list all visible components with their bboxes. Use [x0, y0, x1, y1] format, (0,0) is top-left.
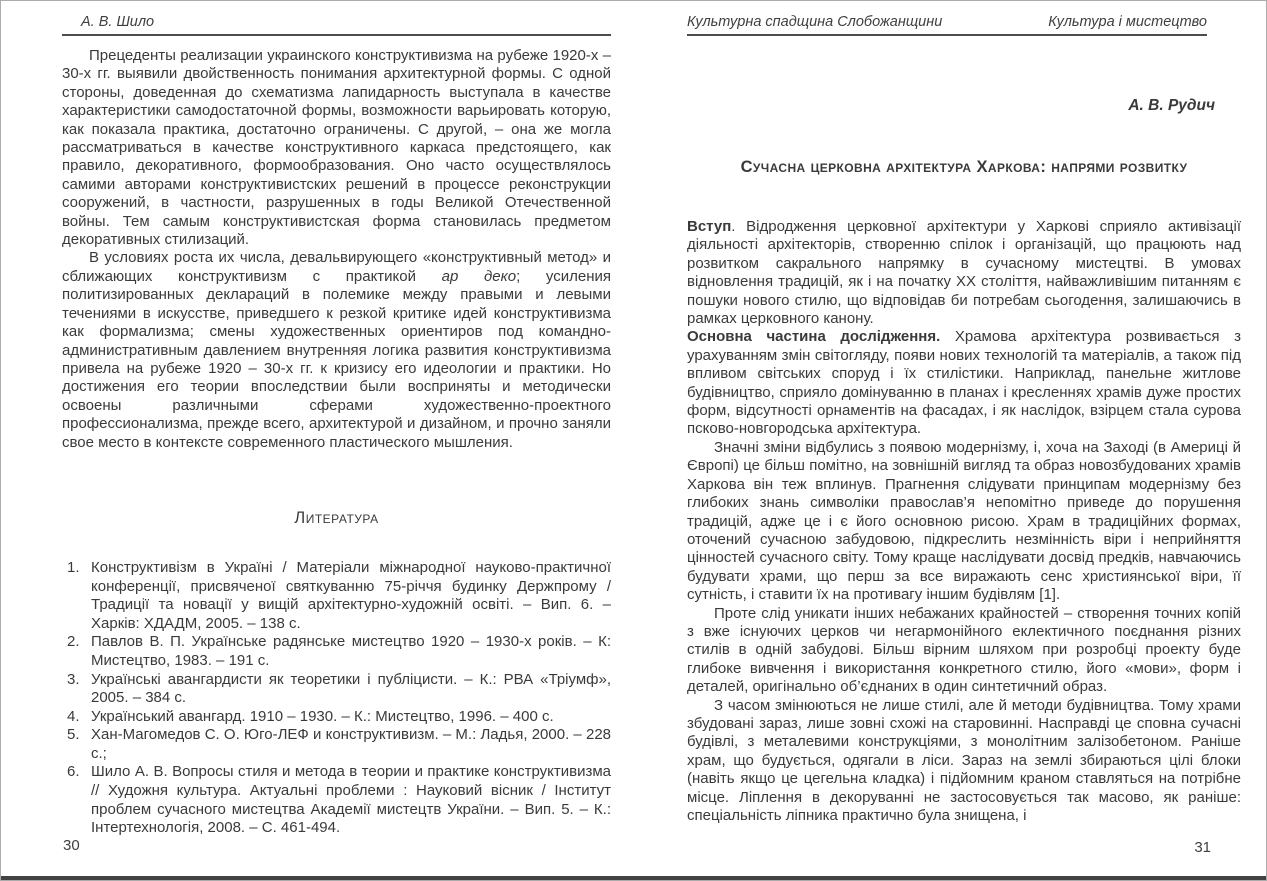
paragraph-text: В условиях роста их числа, девальвирующего «конструктивный метод» и сближающих конструктивизм с практикой [62, 249, 611, 285]
paragraph [687, 439, 1241, 605]
reference-item [62, 708, 611, 727]
reference-number: 5. [67, 726, 80, 744]
paragraph-text: Храмова архітектура розвивається з урахуванням змін світогляду, появи нових технологій та матеріалів, а також під впливом світських споруд і їх стилістики. Наприклад, панельне житлове будівництво, сприяло домінуванню в планах і кресленнях храмів дуже простих форм, відсутності орнаментів на фасадах, і як наслідок, взірцем стала сурова псково-новгородська архітектура. [687, 328, 1242, 438]
reference-item [62, 559, 611, 633]
reference-number: 4. [67, 707, 80, 725]
page-number-right: 31 [1194, 839, 1211, 856]
article-title: Сучасна церковна архітектура Харкова: напрями розвитку [740, 158, 1188, 176]
reference-item [62, 726, 611, 763]
right-running-head-left: Культурна спадщина Слобожанщини [687, 14, 943, 30]
left-running-head-text: А. В. Шило [81, 14, 155, 30]
paragraph-lead: Вступ [687, 218, 732, 235]
reference-list [62, 559, 611, 838]
reference-text: Хан-Магомедов С. О. Юго-ЛЕФ и конструктивизм. – М.: Ладья, 2000. – 228 с.; [91, 726, 611, 762]
reference-number: 3. [67, 670, 80, 688]
reference-number: 1. [67, 558, 80, 576]
italic-term: ар деко [441, 267, 517, 285]
paragraph-text: Значні зміни відбулись з появою модернізму, і, хоча на Заході (в Америці й Європі) це більш помітно, на зовнішній вигляд та образ новозбудованих храмів Харкова він теж вплинув. Прагнення слідувати принципам модернізму без глибоких знань символіки православ’я непомітно приведе до порушення традицій, адже це і є його основною рисою. Храм в традиційних формах, оточений сучасною забудовою, підкреслить незмінність віри і неприйняття цінностей сучасного світу. Тому краще наслідувати досвід предків, навчаючись будувати храми, що перш за все виражають сенс християнської віри, її сутність, і ставити їх на противагу іншим будівлям [1]. [687, 438, 1241, 604]
reference-text: Український авангард. 1910 – 1930. – К.: Мистецтво, 1996. – 400 с. [91, 707, 554, 725]
right-running-head-right: Культура і мистецтво [1048, 14, 1207, 30]
right-page-body [687, 218, 1241, 825]
paragraph-text: ; усиления политизированных деклараций в полемике между правыми и левыми течениями в искусстве, приведшего к резкой критике идей конструктивизма как формализма; смены художественных ориентиров под командно-административным давлением внутренняя логика развития конструктивизма привела на рубеже 1920 – 30-х гг. к кризису его идеологии и практики. Но достижения его теории впоследствии были восприняты и методически освоены различными сферами художественно-проектного профессионализма, прежде всего, архитектурой и дизайном, и прочно заняли свое место в контексте современного пластического мышления. [62, 267, 611, 451]
paragraph [687, 605, 1241, 697]
paragraph [62, 47, 611, 249]
reference-number: 2. [67, 633, 80, 651]
article-author: А. В. Рудич [1128, 97, 1215, 114]
paragraph-text: З часом змінюються не лише стилі, але й методи будівництва. Тому храми збудовані зараз, лише зовні схожі на старовинні. Насправді це сповна сучасні будівлі, з металевими конструкціями, з монолітним залізобетоном. Раніше храм, що будується, одягали в ліси. Зараз на землі збираються цілі блоки (навіть якщо це цегельна кладка) і підйомним краном ставляться на потрібне місце. Ліплення в декоруванні не застосовується так масово, як раніше: спеціальність ліпника практично була знищена, і [687, 696, 1241, 824]
literature-heading: Литература [294, 508, 379, 527]
paragraph [62, 249, 611, 451]
reference-text: Шило А. В. Вопросы стиля и метода в теории и практике конструктивизма // Художня культура. Актуальні проблеми : Науковий вісник / Інститут проблем сучасного мистецтва Академії мистецтв України. – Вип. 5. – К.: Інтертехнологія, 2008. – С. 461-494. [91, 763, 611, 837]
left-page [62, 15, 611, 838]
left-running-head [62, 15, 611, 36]
reference-item [62, 671, 611, 708]
reference-item [62, 633, 611, 670]
paragraph [687, 697, 1241, 826]
reference-text: Павлов В. П. Українське радянське мистецтво 1920 – 1930-х років. – К: Мистецтво, 1983. – 191 с. [91, 633, 611, 669]
paragraph [687, 328, 1241, 438]
paragraph-text: Проте слід уникати інших небажаних крайностей – створення точних копій з вже існуючих церков чи негармонійного еклектичного поєднання різних стилів в одній забудові. Більш вірним шляхом при розробці проекту буде глибоке вивчення і використання конкретного стилю, його «мови», форм і деталей, оригінально об’єднаних в один синтетичний образ. [687, 604, 1241, 696]
right-running-head [687, 15, 1207, 36]
reference-text: Українські авангардисти як теоретики і публіцисти. – К.: РВА «Тріумф», 2005. – 384 с. [91, 670, 611, 707]
reference-number: 6. [67, 763, 80, 781]
page-number-left: 30 [63, 837, 80, 854]
paragraph [687, 218, 1241, 328]
reference-text: Конструктивізм в Україні / Матеріали міжнародної науково-практичної конференції, присвяченої святкуванню 75-річчя будинку Держпрому / Традиції та новації у вищій архітектурно-художній освіті. – Вип. 6. – Харків: ХДАДМ, 2005. – 138 с. [91, 558, 611, 632]
reference-item [62, 763, 611, 837]
right-page [687, 15, 1241, 825]
paragraph-text: Прецеденты реализации украинского конструктивизма на рубеже 1920-х – 30-х гг. выявили двойственность понимания архитектурной формы. С одной стороны, доведенная до схематизма лапидарность выступала в качестве характеристики самодостаточной формы, возможности варьировать которую, как показала практика, достаточно ограничены. С другой, – она же могла рассматриваться в качестве конструктивного каркаса предстоящего, как правило, декоративного, формообразования. Оно часто осуществлялось самими авторами конструктивистских решений в процессе реконструкции сооружений, в частности, разрушенных в годы Великой Отечественной войны. Тем самым конструктивистская форма становилась предметом декоративных стилизаций. [62, 47, 611, 249]
left-page-body [62, 47, 611, 452]
paragraph-lead: Основна частина дослідження. [687, 328, 941, 346]
bottom-scan-edge [1, 876, 1266, 880]
paragraph-text: . Відродження церковної архітектури у Харкові сприяло активізації діяльності архітекторів, створенню спілок і організацій, що працюють над розвитком сакрального напрямку в сучасному мистецтві. В умовах відновлення традицій, як і на початку ХХ століття, найважливішим питанням є пошуки нового стилю, що відповідав би потребам сьогодення, залишаючись в рамках церковного канону. [687, 218, 1241, 328]
